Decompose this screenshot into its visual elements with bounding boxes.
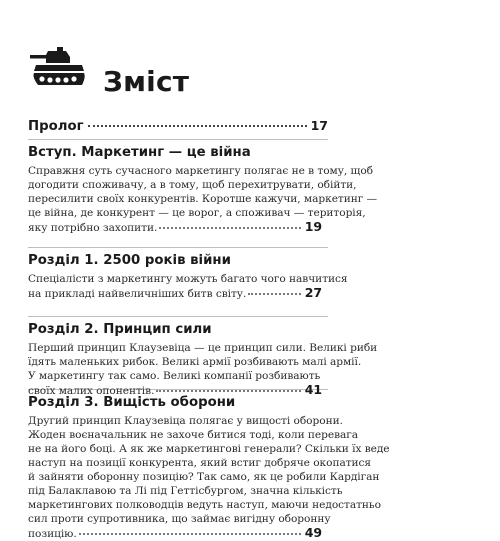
dot-leader — [79, 532, 301, 535]
header — [28, 45, 448, 105]
tank-icon — [28, 45, 88, 97]
description-line: У маркетингу так само. Великі компанії розбивають — [28, 370, 321, 382]
entry-description — [28, 164, 378, 235]
entry-title: Розділ 2. Принцип сили — [28, 322, 212, 337]
toc-entry-vstup — [28, 140, 378, 248]
page-number: 41 — [304, 382, 322, 397]
description-line: маркетингових полководців ведуть наступ, маючи недостатньо — [28, 499, 381, 511]
description-line: й зайняти оборонну позицію? Так само, як це робили Кардіган — [28, 471, 380, 483]
description-last-line — [28, 220, 322, 235]
description-line: під Балаклавою та Лі під Геттісбургом, значна кількість — [28, 485, 343, 497]
toc-entry-chapter-2 — [28, 317, 378, 397]
description-line: Жоден воєначальник не захоче битися тоді, коли перевага — [28, 429, 359, 441]
description-line: на прикладі найвеличніших битв світу. — [28, 288, 247, 300]
description-line: яку потрібно захопити. — [28, 222, 158, 234]
toc-entry-prolog — [28, 114, 328, 140]
table-of-contents — [28, 114, 390, 540]
entry-title: Вступ. Маркетинг — це війна — [28, 145, 251, 160]
description-line: сил проти супротивника, що займає вигідну оборонну — [28, 513, 331, 525]
description-last-line — [28, 526, 322, 541]
page-number: 19 — [304, 219, 322, 234]
description-line: наступ на позиції конкурента, який встиг добряче окопатися — [28, 457, 372, 469]
description-last-line — [28, 286, 322, 301]
description-line: позицію. — [28, 528, 77, 540]
page-title: Зміст — [103, 65, 190, 98]
description-line: пересилити своїх конкурентів. Коротше кажучи, маркетинг — — [28, 193, 378, 205]
toc-entry-chapter-1 — [28, 248, 348, 317]
description-line: Перший принцип Клаузевіца — це принцип сили. Великі риби — [28, 342, 378, 354]
dot-leader — [248, 292, 300, 295]
description-line: це війна, де конкурент — це ворог, а споживач — територія, — [28, 207, 366, 219]
entry-title: Розділ 3. Вищість оборони — [28, 395, 236, 410]
dot-leader — [159, 226, 300, 229]
entry-description — [28, 414, 390, 541]
description-line: їдять маленьких рибок. Великі армії розбивають малі армії. — [28, 356, 362, 368]
toc-entry-chapter-3 — [28, 390, 390, 540]
description-line: Спеціалісти з маркетингу можуть багато чого навчитися — [28, 273, 348, 285]
description-line: Другий принцип Клаузевіца полягає у вищості оборони. — [28, 415, 343, 427]
description-line: своїх малих опонентів. — [28, 385, 155, 397]
entry-title: Пролог — [28, 119, 84, 134]
entry-title: Розділ 1. 2500 років війни — [28, 253, 231, 268]
page-number: 17 — [310, 118, 328, 133]
description-line: не на його боці. А як же маркетингові генерали? Скільки їх веде — [28, 443, 390, 455]
description-line: Справжня суть сучасного маркетингу полягає не в тому, щоб — [28, 165, 374, 177]
page-number: 49 — [304, 525, 322, 540]
entry-description — [28, 272, 348, 301]
description-line: догодити споживачу, а в тому, щоб перехитрувати, обійти, — [28, 179, 357, 191]
page-number: 27 — [304, 285, 322, 300]
dot-leader — [88, 124, 307, 127]
